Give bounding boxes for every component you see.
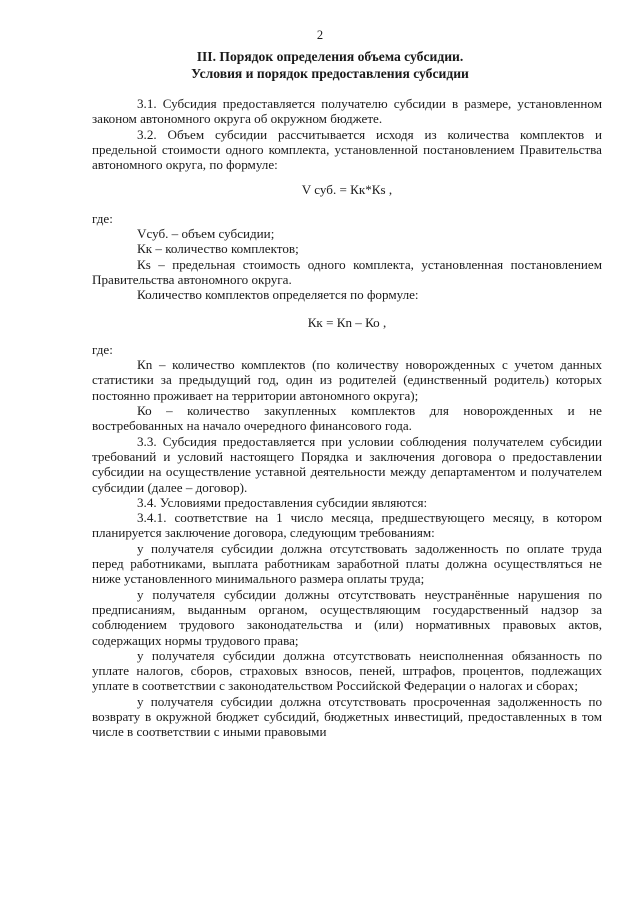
definition-vsub: Vсуб. – объем субсидии; [137,226,275,242]
definition-kk: Кк – количество комплектов; [137,241,299,257]
paragraph-3-1: 3.1. Субсидия предоставляется получателю субсидии в размере, установленном законом автономного округа об окружном бюджете. [92,96,602,127]
section-heading-line-1: III. Порядок определения объема субсидии. [196,49,464,64]
requirement-debt: у получателя субсидии должна отсутствовать просроченная задолженность по возврату в окружной бюджет субсидий, бюджетных инвестиций, предоставленных в том числе в соответствии с иными правовыми [92,693,602,740]
paragraph-3-4-1: 3.4.1. соответствие на 1 число месяца, предшествующего месяцу, в котором планируется заключение договора, следующим требованиям: [92,510,602,541]
paragraph-3-2: 3.2. Объем субсидии рассчитывается исходя из количества комплектов и предельной стоимости одного комплекта, установленной постановлением Правительства автономного округа, по формуле: [92,126,602,173]
where-label-2: где: [92,341,113,357]
definition-ko: Ко – количество закупленных комплектов для новорожденных и не востребованных на начало очередного финансового года. [92,403,602,434]
where-label: где: [92,210,113,226]
formula-subsidy-volume: V суб. = Кк*Кs , [301,182,393,198]
document-body [92,96,602,740]
paragraph-3-3: 3.3. Субсидия предоставляется при условии соблюдения получателем субсидии требований и условий настоящего Порядка и заключения договора о предоставлении субсидии на осуществление уставной деятельности между департаментом и получателем субсидии (далее – договор). [92,433,602,495]
paragraph-kit-count-intro: Количество комплектов определяется по формуле: [137,287,419,303]
page-number: 2 [316,28,324,42]
requirement-taxes: у получателя субсидии должна отсутствовать неисполненная обязанность по уплате налогов, сборов, страховых взносов, пеней, штрафов, процентов, подлежащих уплате в соответствии с законодательством Российской Федерации о налогах и сборах; [92,647,602,694]
paragraph-3-4: 3.4. Условиями предоставления субсидии являются: [137,494,428,510]
requirement-wages: у получателя субсидии должна отсутствовать задолженность по оплате труда перед работниками, выплата работникам заработной платы должна осуществляться не ниже установленного минимального размера оплаты труда; [92,540,602,587]
definition-ks: Кs – предельная стоимость одного комплекта, установленная постановлением Правительства автономного округа. [92,256,602,287]
section-heading-line-2: Условия и порядок предоставления субсидии [191,66,469,81]
requirement-labor-violations: у получателя субсидии должны отсутствовать неустранённые нарушения по предписаниям, выданным органом, осуществляющим государственный надзор за соблюдением трудового законодательства и (или) нормативных правовых актов, содержащих нормы трудового права; [92,586,602,648]
definition-kn: Кn – количество комплектов (по количеству новорожденных с учетом данных статистики за предыдущий год, один из родителей (единственный родитель) которых постоянно проживает на территории автономного округа); [92,357,602,403]
formula-kit-count: Кк = Кn – Ко , [307,314,387,330]
section-heading [60,48,600,82]
